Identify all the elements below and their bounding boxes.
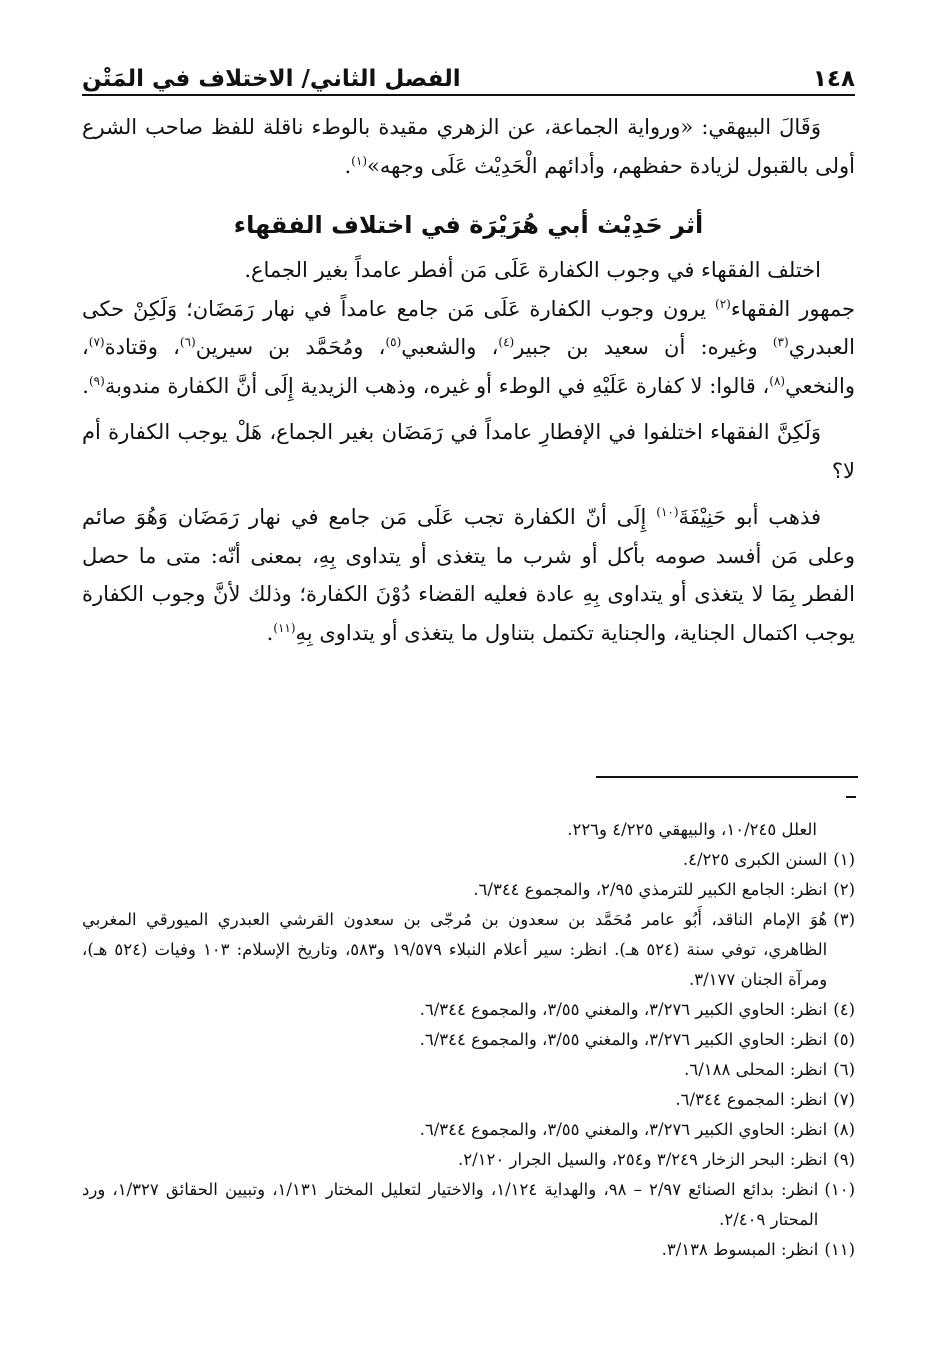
- footnote-item: (٧) انظر: المجموع ٦/٣٤٤.: [675, 1090, 855, 1109]
- footnote-ref-11: (١١): [273, 620, 296, 635]
- footnote-item: (٦) انظر: المحلى ٦/١٨٨.: [684, 1060, 855, 1079]
- footnote-item: (٩) انظر: البحر الزخار ٣/٢٤٩ و٢٥٤، والسيل الجرار ٢/١٢٠.: [458, 1150, 855, 1169]
- footnote-ref-9: (٩): [88, 373, 105, 388]
- footnote-item: (٤) انظر: الحاوي الكبير ٣/٢٧٦، والمغني ٣/٥٥، والمجموع ٦/٣٤٤.: [419, 1000, 855, 1019]
- footnote-item: (١١) انظر: المبسوط ٣/١٣٨.: [661, 1240, 855, 1259]
- footnote-item: (٣) هُوَ الإمام الناقد، أَبُو عامر مُحَمَّد بن سعدون بن مُرجّى بن سعدون القرشي العبدري الميورقي المغربي الظاهري، توفي سنة (٥٢٤ هـ). انظر: سير أعلام النبلاء ١٩/٥٧٩ و٥٨٣، وتاريخ الإسلام: ١٠٣ وفيات (٥٢٤ هـ)، ومرآة الجنان ٣/١٧٧.: [82, 910, 855, 989]
- footnote-ref-2: (٢): [715, 296, 731, 311]
- footnote-ref-8: (٨): [769, 373, 786, 388]
- footnote-ref-10: (١٠): [656, 505, 679, 519]
- footnote-separator: [596, 776, 858, 778]
- footnote-ref-1: (١): [351, 153, 367, 168]
- paragraph-abu-hanifa: فذهب أبو حَنِيْفَةَ$^{(١٠)}$ إِلَى أنّ الكفارة تجب عَلَى مَن جامع في نهار رَمَضَان وَهُوَ صائم وعلى مَن أفسد صومه بأكل أو شرب ما يتغذى أو يتداوى بِهِ، بمعنى أنّه: متى ما حصل الفطر بِمَا لا يتغذى أو يتداوى بِهِ عادة فعليه القضاء دُوْنَ الكفارة؛ وذلك لأنَّ وجوب الكفارة يوجب اكتمال الجناية، والجناية تكتمل بتناول ما يتغذى أو يتداوى بِهِ$^{(١١)}$.: [82, 505, 855, 645]
- header-rule: [82, 94, 855, 96]
- footnote-item: (٥) انظر: الحاوي الكبير ٣/٢٧٦، والمغني ٣/٥٥، والمجموع ٦/٣٤٤.: [419, 1030, 855, 1049]
- paragraph-bayhaqi-quote: وَقَالَ البيهقي: «ورواية الجماعة، عن الزهري مقيدة بالوطء ناقلة للفظ صاحب الشرع أولى بالقبول لزيادة حفظهم، وأدائهم الْحَدِيْث عَلَى وجهه»$^{(١)}$.: [82, 115, 855, 178]
- footnote-ref-7: (٧): [88, 335, 105, 349]
- paragraph-intro: اختلف الفقهاء في وجوب الكفارة عَلَى مَن أفطر عامداً بغير الجماع.: [244, 258, 821, 282]
- paragraph-majority-view: جمهور الفقهاء$^{(٢)}$ يرون وجوب الكفارة عَلَى مَن جامع عامداً في نهار رَمَضَان؛ وَلَكِنْ حكى العبدري$^{(٣)}$ وغيره: أن سعيد بن جبير$^{(٤)}$، والشعبي$^{(٥)}$، ومُحَمَّد بن سيرين$^{(٦)}$، وقتادة$^{(٧)}$، والنخعي$^{(٨)}$، قالوا: لا كفارة عَلَيْهِ في الوطء أو غيره، وذهب الزيدية إِلَى أنَّ الكفارة مندوبة$^{(٩)}$.: [82, 296, 855, 398]
- section-title: أثر حَدِيْث أبي هُرَيْرَة في اختلاف الفقهاء: [233, 211, 704, 239]
- footnotes: [82, 815, 855, 1265]
- footnote-ref-4: (٤): [498, 335, 515, 349]
- page-number: ١٤٨: [812, 66, 855, 92]
- footnote-ref-3: (٣): [772, 335, 789, 349]
- main-text: [82, 108, 855, 652]
- footnote-item: (١٠) انظر: بدائع الصنائع ٢/٩٧ – ٩٨، والهداية ١/١٢٤، والاختيار لتعليل المختار ١/١٣١، وتبيين الحقائق ١/٣٢٧، ورد المحتار ٢/٤٠٩.: [82, 1180, 855, 1229]
- footnote-item: (١) السنن الكبرى ٤/٢٢٥.: [682, 850, 855, 869]
- page-header: [82, 52, 855, 92]
- running-title: الفصل الثاني/ الاختلاف في المَتْن: [82, 66, 461, 92]
- footnote-ref-6: (٦): [179, 335, 196, 349]
- paragraph-non-intercourse: وَلَكِنَّ الفقهاء اختلفوا في الإفطارِ عامداً في رَمَضَان بغير الجماع، هَلْ يوجب الكفارة أم لا؟: [82, 420, 855, 483]
- footnote-item: (٢) انظر: الجامع الكبير للترمذي ٢/٩٥، والمجموع ٦/٣٤٤.: [473, 880, 855, 899]
- footnote-continuation-mark: [846, 796, 856, 798]
- footnote-item: (٨) انظر: الحاوي الكبير ٣/٢٧٦، والمغني ٣/٥٥، والمجموع ٦/٣٤٤.: [419, 1120, 855, 1139]
- footnote-carryover: العلل ١٠/٢٤٥، والبيهقي ٤/٢٢٥ و٢٢٦.: [567, 820, 817, 839]
- footnote-ref-5: (٥): [385, 335, 402, 349]
